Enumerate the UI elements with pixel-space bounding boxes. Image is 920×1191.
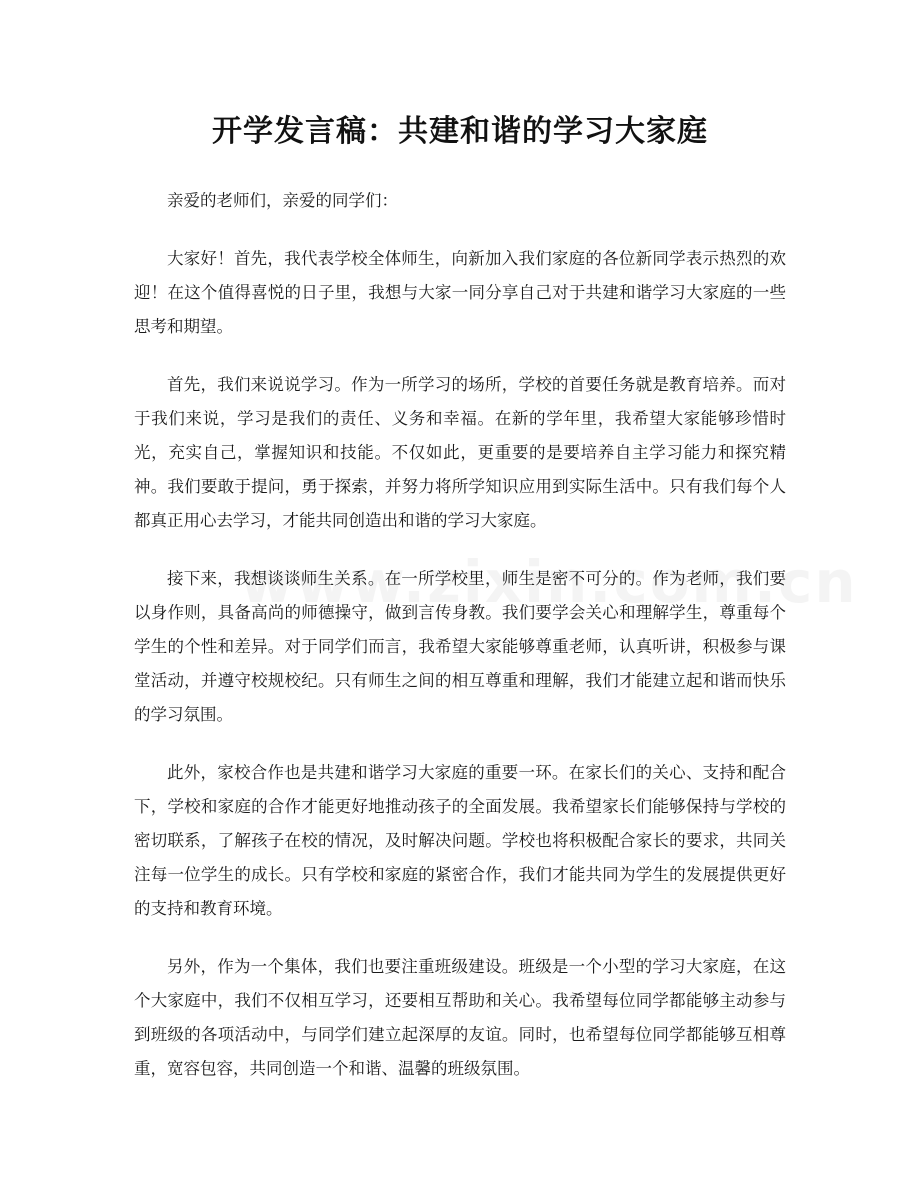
paragraph-learning: 首先，我们来说说学习。作为一所学习的场所，学校的首要任务就是教育培养。而对于我们来说，学习是我们的责任、义务和幸福。在新的学年里，我希望大家能够珍惜时光，充实自己，掌握知识和技能。不仅如此，更重要的是要培养自主学习能力和探究精神。我们要敢于提问，勇于探索，并努力将所学知识应用到实际生活中。只有我们每个人都真正用心去学习，才能共同创造出和谐的学习大家庭。 <box>134 375 786 530</box>
paragraph-home-school: 此外，家校合作也是共建和谐学习大家庭的重要一环。在家长们的关心、支持和配合下，学校和家庭的合作才能更好地推动孩子的全面发展。我希望家长们能够保持与学校的密切联系，了解孩子在校的情况，及时解决问题。学校也将积极配合家长的要求，共同关注每一位学生的成长。只有学校和家庭的紧密合作，我们才能共同为学生的发展提供更好的支持和教育环境。 <box>134 763 786 918</box>
document-body <box>134 184 786 1110</box>
paragraph-class-building: 另外，作为一个集体，我们也要注重班级建设。班级是一个小型的学习大家庭，在这个大家庭中，我们不仅相互学习，还要相互帮助和关心。我希望每位同学都能够主动参与到班级的各项活动中，与同学们建立起深厚的友谊。同时，也希望每位同学都能够互相尊重，宽容包容，共同创造一个和谐、温馨的班级氛围。 <box>134 957 786 1078</box>
salutation: 亲爱的老师们，亲爱的同学们： <box>167 191 398 210</box>
paragraph-welcome: 大家好！首先，我代表学校全体师生，向新加入我们家庭的各位新同学表示热烈的欢迎！在这个值得喜悦的日子里，我想与大家一同分享自己对于共建和谐学习大家庭的一些思考和期望。 <box>134 249 786 336</box>
document-title: 开学发言稿：共建和谐的学习大家庭 <box>212 114 708 149</box>
paragraph-teacher-student: 接下来，我想谈谈师生关系。在一所学校里，师生是密不可分的。作为老师，我们要以身作则，具备高尚的师德操守，做到言传身教。我们要学会关心和理解学生，尊重每个学生的个性和差异。对于同学们而言，我希望大家能够尊重老师，认真听讲，积极参与课堂活动，并遵守校规校纪。只有师生之间的相互尊重和理解，我们才能建立起和谐而快乐的学习氛围。 <box>134 569 786 724</box>
